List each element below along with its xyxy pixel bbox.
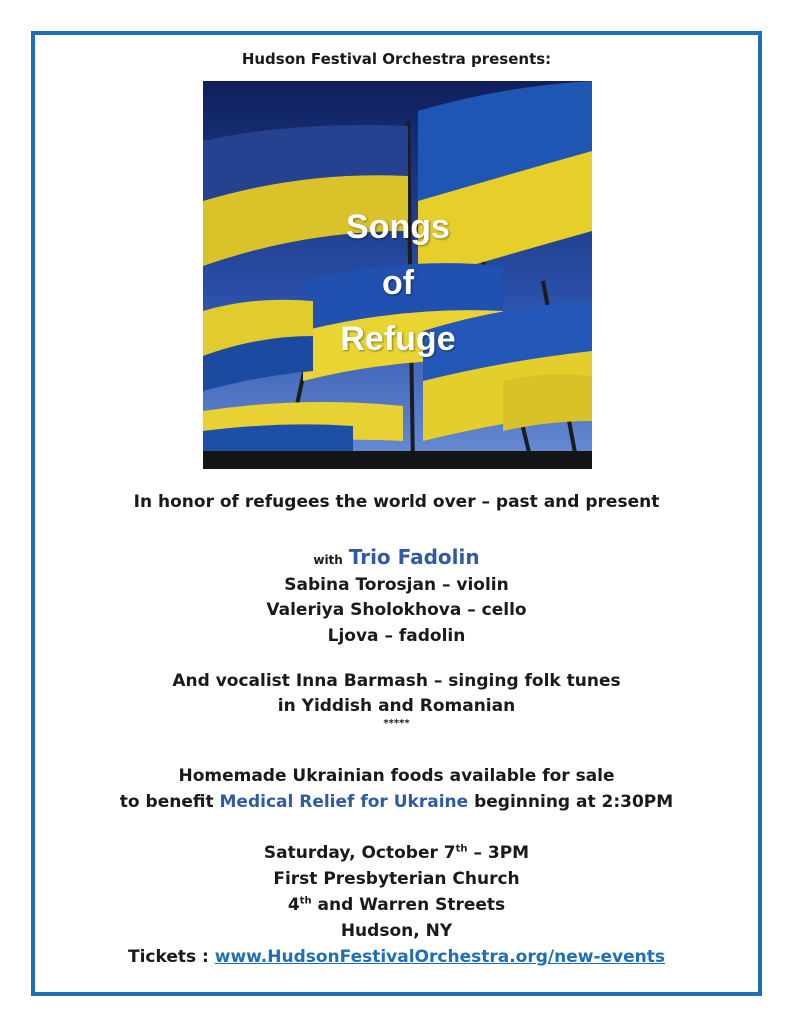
street-sup: th (299, 895, 312, 907)
ensemble-heading (35, 545, 758, 569)
member-line: Ljova – fadolin (327, 626, 466, 646)
poster-title-line: Songs (346, 208, 450, 246)
separator: ***** (383, 718, 410, 729)
tickets-link[interactable]: www.HudsonFestivalOrchestra.org/new-events (214, 947, 665, 967)
date-prefix: Saturday, October 7 (263, 843, 456, 863)
poster-title (303, 199, 493, 367)
ensemble-name: Trio Fadolin (348, 545, 480, 569)
event-city: Hudson, NY (340, 921, 453, 941)
tagline: In honor of refugees the world over – past and present (133, 492, 660, 512)
tickets-label: Tickets : (128, 947, 215, 967)
poster-title-line: Refuge (340, 320, 456, 358)
food-suffix: beginning at 2:30PM (468, 792, 674, 812)
with-word: with (313, 553, 343, 567)
street-number: 4 (287, 895, 300, 915)
event-date (35, 843, 758, 863)
event-street (35, 895, 758, 915)
food-prefix: to benefit (119, 792, 220, 812)
presenter-line: Hudson Festival Orchestra presents: (241, 50, 552, 68)
date-sup: th (455, 843, 468, 855)
vocalist-line-1: And vocalist Inna Barmash – singing folk tunes (172, 671, 621, 691)
tickets-line (35, 947, 758, 967)
flyer-frame (31, 31, 762, 996)
poster-image (203, 81, 592, 469)
date-suffix: – 3PM (467, 843, 530, 863)
member-line: Valeriya Sholokhova – cello (266, 600, 527, 620)
food-line-1: Homemade Ukrainian foods available for sale (178, 766, 615, 786)
food-line-2 (35, 792, 758, 812)
vocalist-line-2: in Yiddish and Romanian (277, 696, 516, 716)
relief-highlight: Medical Relief for Ukraine (219, 792, 469, 812)
street-suffix: and Warren Streets (311, 895, 506, 915)
poster-title-line: of (381, 264, 415, 302)
member-line: Sabina Torosjan – violin (284, 575, 509, 595)
event-venue: First Presbyterian Church (273, 869, 520, 889)
